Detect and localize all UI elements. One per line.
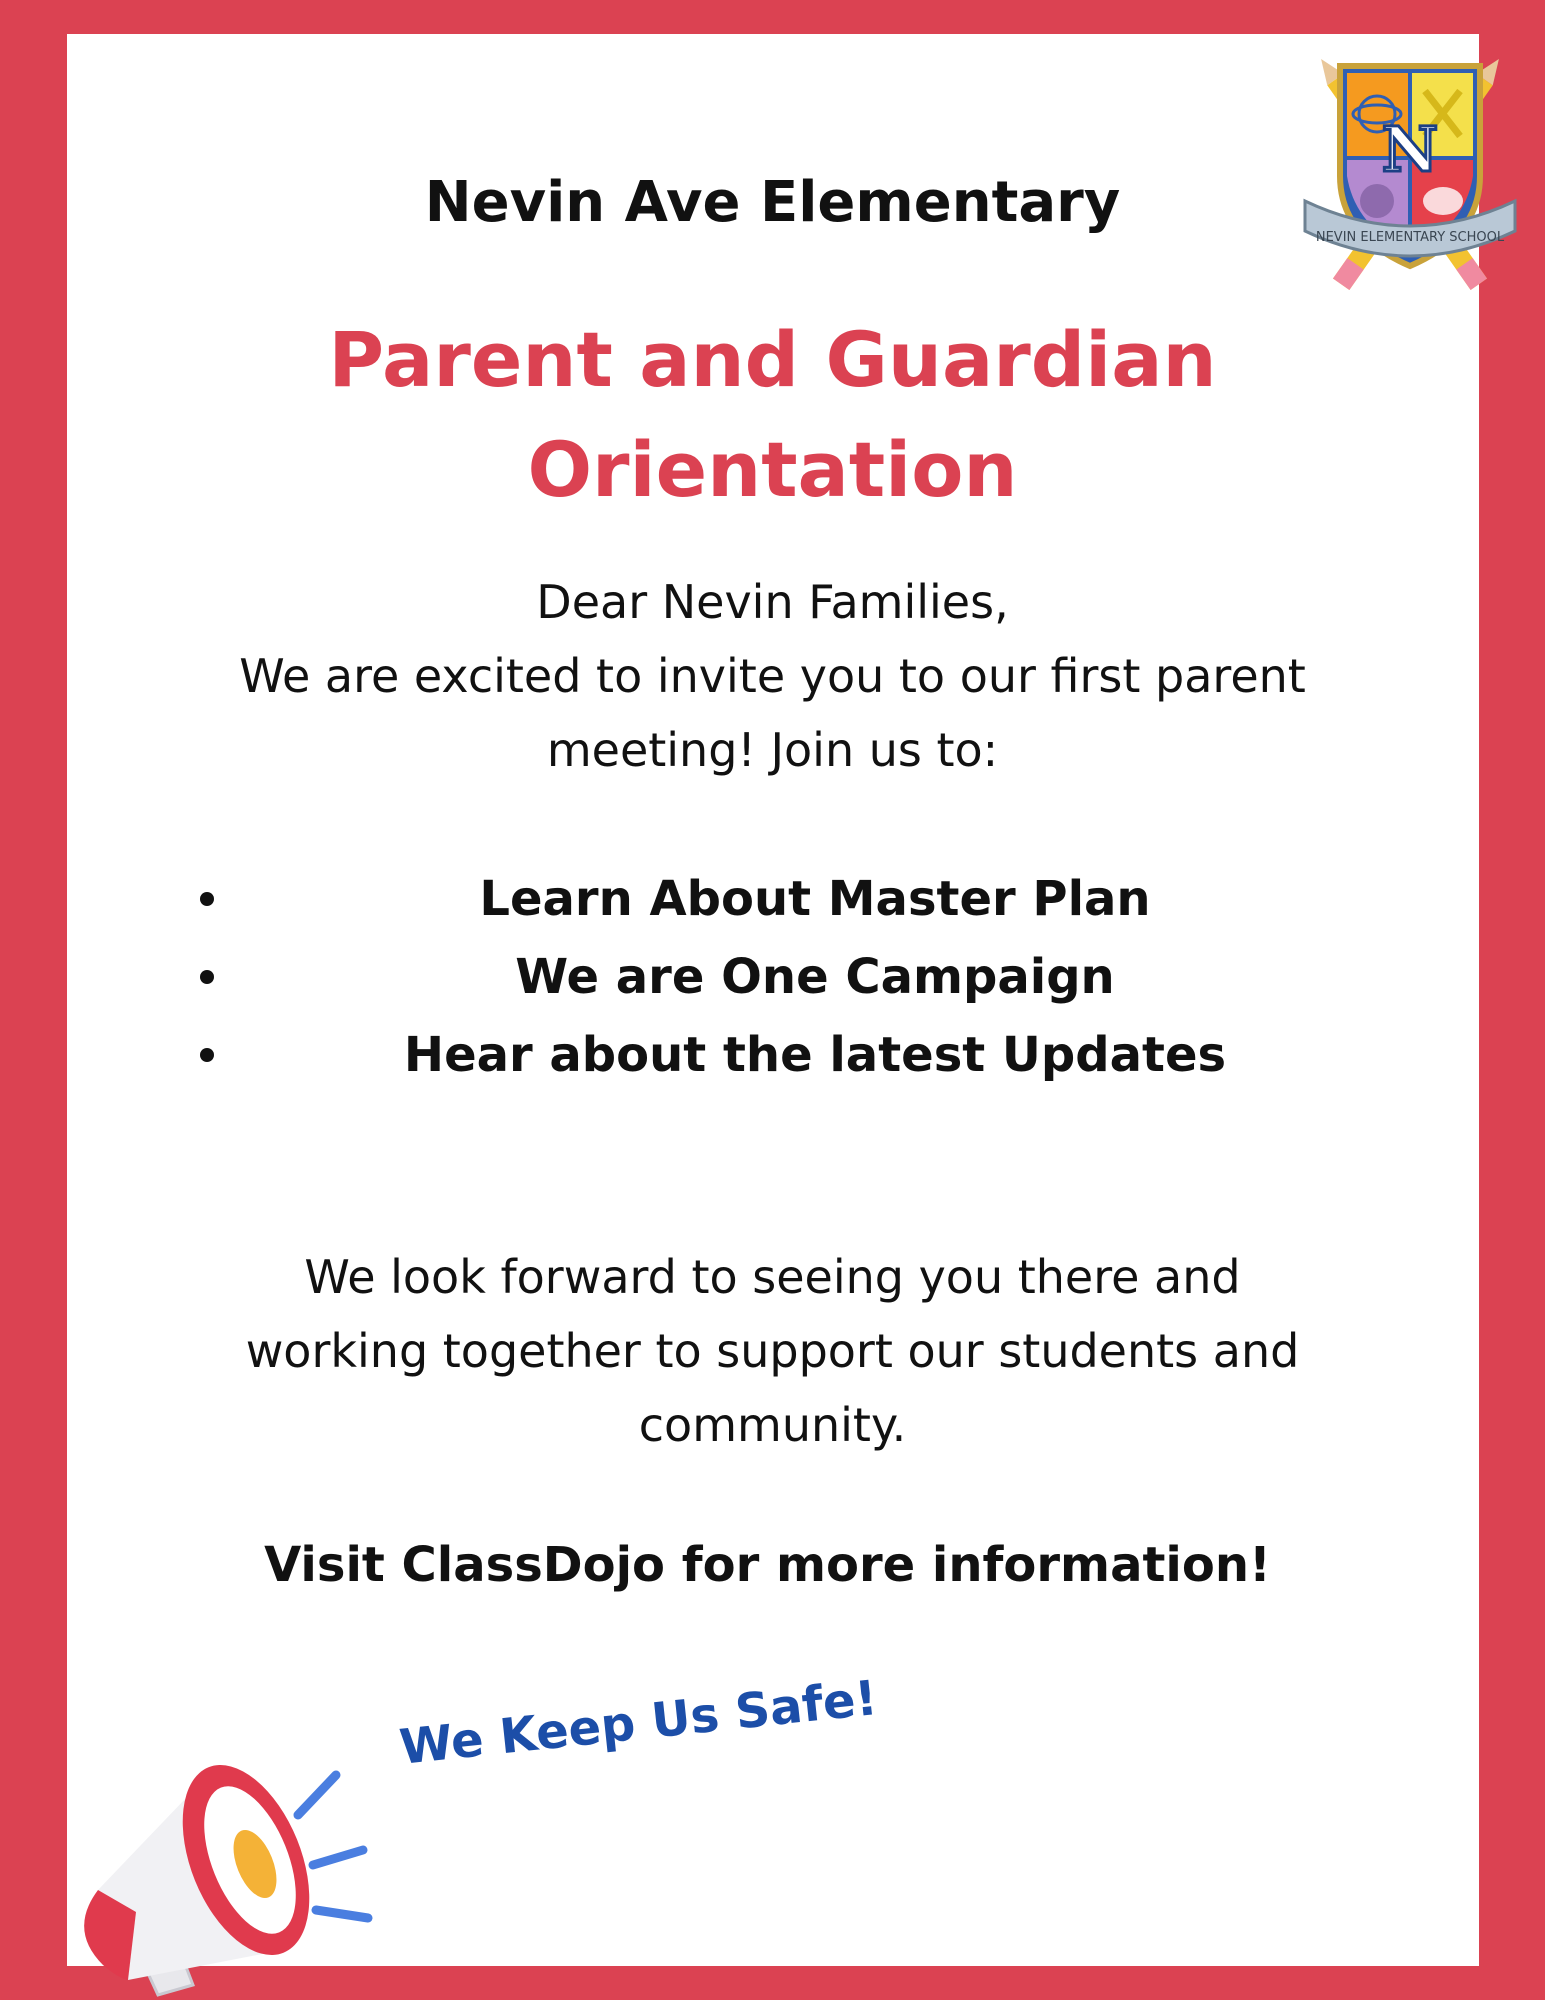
- closing-line-2: working together to support our students and: [245, 1324, 1300, 1378]
- intro-text: [150, 565, 1395, 787]
- page-title: [0, 305, 1545, 525]
- call-to-action: Visit ClassDojo for more information!: [264, 1537, 1271, 1593]
- title-line-2: Orientation: [527, 425, 1018, 514]
- bullet-icon: [200, 892, 214, 906]
- closing-line-3: community.: [638, 1398, 907, 1452]
- intro-line-1: We are excited to invite you to our first parent: [239, 649, 1306, 703]
- bullet-icon: [200, 970, 214, 984]
- agenda-list: [190, 860, 1440, 1094]
- list-item: [190, 938, 1440, 1016]
- svg-text:N: N: [1381, 113, 1439, 186]
- greeting: Dear Nevin Families,: [536, 575, 1009, 629]
- slogan: We Keep Us Safe!: [397, 1670, 880, 1776]
- list-item: [190, 1016, 1440, 1094]
- school-name: Nevin Ave Elementary: [424, 170, 1121, 235]
- title-line-1: Parent and Guardian: [328, 315, 1217, 404]
- list-item: [190, 860, 1440, 938]
- megaphone-icon: [58, 1680, 398, 2000]
- closing-text: [130, 1240, 1415, 1462]
- intro-line-2: meeting! Join us to:: [546, 723, 999, 777]
- agenda-item-label: Hear about the latest Updates: [403, 1027, 1227, 1083]
- crest-banner-text: NEVIN ELEMENTARY SCHOOL: [1315, 230, 1505, 245]
- bullet-icon: [200, 1048, 214, 1062]
- closing-line-1: We look forward to seeing you there and: [304, 1250, 1241, 1304]
- agenda-item-label: We are One Campaign: [515, 949, 1115, 1005]
- agenda-item-label: Learn About Master Plan: [479, 871, 1151, 927]
